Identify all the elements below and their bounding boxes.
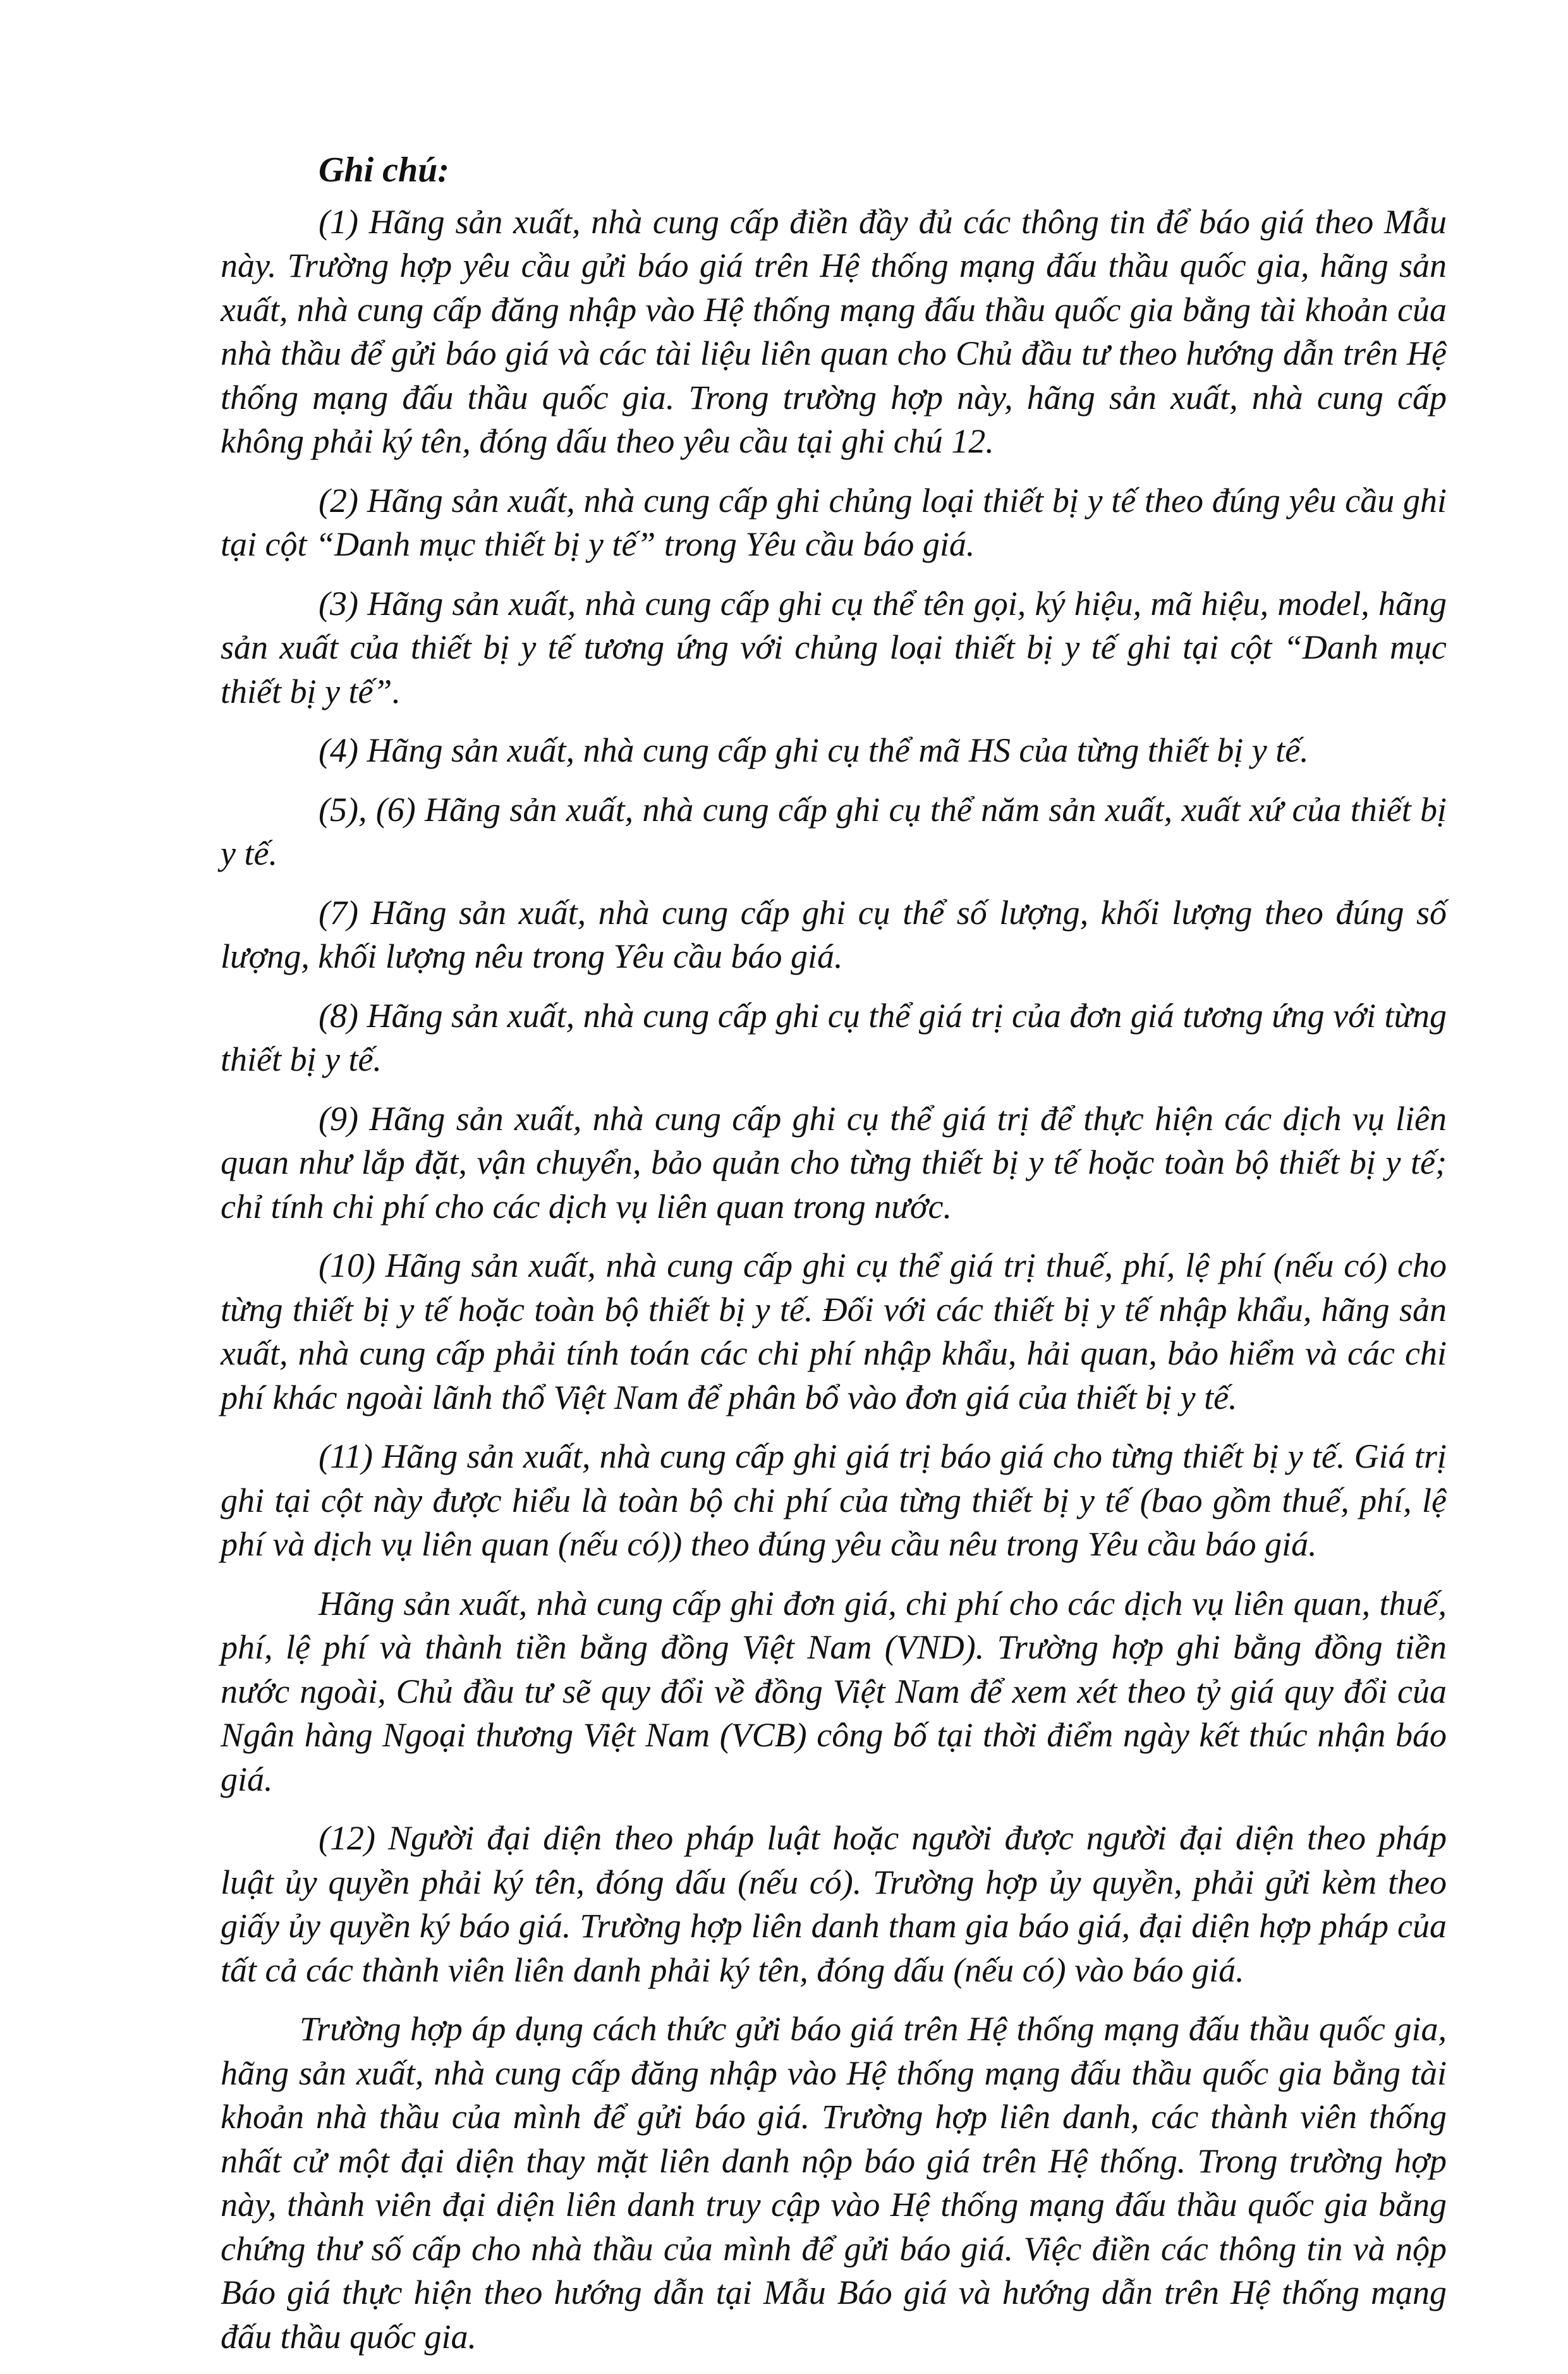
note-3: (3) Hãng sản xuất, nhà cung cấp ghi cụ thể tên gọi, ký hiệu, mã hiệu, model, hãng sản xuất của thiết bị y tế tương ứng với chủng loại thiết bị y tế ghi tại cột “Danh mục thiết bị y tế”. [221,584,1447,710]
note-4: (4) Hãng sản xuất, nhà cung cấp ghi cụ thể mã HS của từng thiết bị y tế. [319,731,1309,769]
final-paragraph: Trường hợp áp dụng cách thức gửi báo giá trên Hệ thống mạng đấu thầu quốc gia, hãng sản xuất, nhà cung cấp đăng nhập vào Hệ thống mạng đấu thầu quốc gia bằng tài khoản nhà thầu của mình để gửi báo giá. Trường hợp liên danh, các thành viên thống nhất cử một đại diện thay mặt liên danh nộp báo giá trên Hệ thống. Trong trường hợp này, thành viên đại diện liên danh truy cập vào Hệ thống mạng đấu thầu quốc gia bằng chứng thư số cấp cho nhà thầu của mình để gửi báo giá. Việc điền các thông tin và nộp Báo giá thực hiện theo hướng dẫn tại Mẫu Báo giá và hướng dẫn trên Hệ thống mạng đấu thầu quốc gia. [221,2010,1447,2356]
note-12: (12) Người đại diện theo pháp luật hoặc người được người đại diện theo pháp luật ủy quyền phải ký tên, đóng dấu (nếu có). Trường hợp ủy quyền, phải gửi kèm theo giấy ủy quyền ký báo giá. Trường hợp liên danh tham gia báo giá, đại diện hợp pháp của tất cả các thành viên liên danh phải ký tên, đóng dấu (nếu có) vào báo giá. [221,1819,1447,1989]
note-1: (1) Hãng sản xuất, nhà cung cấp điền đầy đủ các thông tin để báo giá theo Mẫu này. Trường hợp yêu cầu gửi báo giá trên Hệ thống mạng đấu thầu quốc gia, hãng sản xuất, nhà cung cấp đăng nhập vào Hệ thống mạng đấu thầu quốc gia bằng tài khoản của nhà thầu để gửi báo giá và các tài liệu liên quan cho Chủ đầu tư theo hướng dẫn trên Hệ thống mạng đấu thầu quốc gia. Trong trường hợp này, hãng sản xuất, nhà cung cấp không phải ký tên, đóng dấu theo yêu cầu tại ghi chú 12. [221,202,1447,460]
note-10: (10) Hãng sản xuất, nhà cung cấp ghi cụ thể giá trị thuế, phí, lệ phí (nếu có) cho từng thiết bị y tế hoặc toàn bộ thiết bị y tế. Đối với các thiết bị y tế nhập khẩu, hãng sản xuất, nhà cung cấp phải tính toán các chi phí nhập khẩu, hải quan, bảo hiểm và các chi phí khác ngoài lãnh thổ Việt Nam để phân bổ vào đơn giá của thiết bị y tế. [221,1246,1447,1416]
note-11: (11) Hãng sản xuất, nhà cung cấp ghi giá trị báo giá cho từng thiết bị y tế. Giá trị ghi tại cột này được hiểu là toàn bộ chi phí của từng thiết bị y tế (bao gồm thuế, phí, lệ phí và dịch vụ liên quan (nếu có)) theo đúng yêu cầu nêu trong Yêu cầu báo giá. [221,1437,1447,1563]
note-7: (7) Hãng sản xuất, nhà cung cấp ghi cụ thể số lượng, khối lượng theo đúng số lượng, khối lượng nêu trong Yêu cầu báo giá. [221,893,1447,975]
note-2: (2) Hãng sản xuất, nhà cung cấp ghi chủng loại thiết bị y tế theo đúng yêu cầu ghi tại cột “Danh mục thiết bị y tế” trong Yêu cầu báo giá. [221,481,1447,563]
notes-heading: Ghi chú: [319,150,449,190]
note-9: (9) Hãng sản xuất, nhà cung cấp ghi cụ thể giá trị để thực hiện các dịch vụ liên quan như lắp đặt, vận chuyển, bảo quản cho từng thiết bị y tế hoặc toàn bộ thiết bị y tế; chỉ tính chi phí cho các dịch vụ liên quan trong nước. [221,1099,1447,1226]
note-currency: Hãng sản xuất, nhà cung cấp ghi đơn giá, chi phí cho các dịch vụ liên quan, thuế, phí, lệ phí và thành tiền bằng đồng Việt Nam (VND). Trường hợp ghi bằng đồng tiền nước ngoài, Chủ đầu tư sẽ quy đổi về đồng Việt Nam để xem xét theo tỷ giá quy đổi của Ngân hàng Ngoại thương Việt Nam (VCB) công bố tại thời điểm ngày kết thúc nhận báo giá. [221,1584,1447,1798]
note-5-6: (5), (6) Hãng sản xuất, nhà cung cấp ghi cụ thể năm sản xuất, xuất xứ của thiết bị y tế. [221,790,1447,872]
note-8: (8) Hãng sản xuất, nhà cung cấp ghi cụ thể giá trị của đơn giá tương ứng với từng thiết bị y tế. [221,996,1447,1078]
document-page [221,149,1447,2374]
